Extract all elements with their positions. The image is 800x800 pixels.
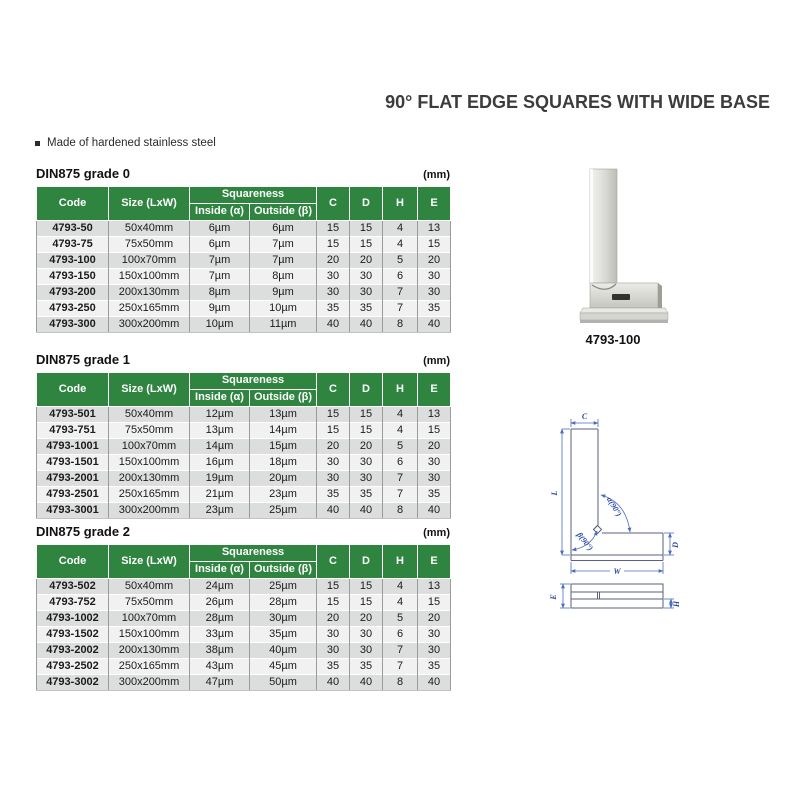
col-header-d: D	[350, 373, 383, 407]
cell-squareness-inside: 13µm	[190, 423, 250, 439]
cell-size: 300x200mm	[109, 317, 190, 333]
table-row	[37, 627, 451, 643]
cell-c: 40	[317, 317, 350, 333]
col-header-squareness: Squareness	[190, 187, 317, 204]
cell-squareness-outside: 20µm	[250, 471, 317, 487]
cell-d: 15	[350, 221, 383, 237]
dim-label-c: C	[581, 412, 588, 421]
col-header-squareness: Squareness	[190, 373, 317, 390]
cell-size: 100x70mm	[109, 439, 190, 455]
cell-size: 200x130mm	[109, 643, 190, 659]
cell-e: 15	[418, 423, 451, 439]
cell-h: 6	[383, 455, 418, 471]
table-row	[37, 643, 451, 659]
cell-size: 100x70mm	[109, 611, 190, 627]
cell-h: 4	[383, 237, 418, 253]
table-row	[37, 595, 451, 611]
table-row	[37, 675, 451, 691]
col-header-e: E	[418, 187, 451, 221]
cell-code: 4793-75	[37, 237, 109, 253]
angle-label-alpha: α(90°)	[604, 495, 624, 518]
col-header-inside: Inside (α)	[190, 390, 250, 407]
cell-h: 7	[383, 643, 418, 659]
cell-c: 30	[317, 471, 350, 487]
cell-e: 20	[418, 439, 451, 455]
cell-squareness-inside: 9µm	[190, 301, 250, 317]
cell-size: 250x165mm	[109, 301, 190, 317]
cell-d: 30	[350, 285, 383, 301]
cell-size: 150x100mm	[109, 455, 190, 471]
section-heading: DIN875 grade 0	[36, 166, 130, 181]
cell-squareness-outside: 40µm	[250, 643, 317, 659]
spec-table-grade-2	[36, 544, 451, 691]
cell-squareness-inside: 6µm	[190, 221, 250, 237]
cell-d: 40	[350, 503, 383, 519]
dim-label-d: D	[671, 542, 680, 548]
cell-e: 15	[418, 595, 451, 611]
unit-label: (mm)	[423, 527, 450, 539]
cell-h: 5	[383, 439, 418, 455]
table-row	[37, 455, 451, 471]
cell-squareness-outside: 9µm	[250, 285, 317, 301]
cell-size: 200x130mm	[109, 471, 190, 487]
cell-h: 7	[383, 471, 418, 487]
cell-squareness-outside: 28µm	[250, 595, 317, 611]
col-header-d: D	[350, 545, 383, 579]
cell-c: 35	[317, 659, 350, 675]
cell-h: 5	[383, 253, 418, 269]
dim-label-h: H	[672, 600, 681, 608]
square-blade	[590, 169, 617, 283]
cell-e: 15	[418, 237, 451, 253]
cell-size: 150x100mm	[109, 269, 190, 285]
cell-squareness-outside: 13µm	[250, 407, 317, 423]
table-row	[37, 579, 451, 595]
base-top-face	[580, 308, 668, 313]
col-header-h: H	[383, 373, 418, 407]
spec-table-grade-0	[36, 186, 451, 333]
cell-squareness-inside: 38µm	[190, 643, 250, 659]
col-header-code: Code	[37, 187, 109, 221]
cell-code: 4793-2002	[37, 643, 109, 659]
cell-e: 40	[418, 675, 451, 691]
table-row	[37, 317, 451, 333]
cell-squareness-outside: 15µm	[250, 439, 317, 455]
blade-highlight	[590, 169, 593, 283]
cell-c: 30	[317, 643, 350, 659]
cell-e: 30	[418, 285, 451, 301]
col-header-size: Size (LxW)	[109, 545, 190, 579]
table-row	[37, 487, 451, 503]
cell-e: 20	[418, 253, 451, 269]
base-front-face	[580, 313, 668, 320]
cell-e: 35	[418, 487, 451, 503]
cell-squareness-outside: 50µm	[250, 675, 317, 691]
cell-c: 30	[317, 627, 350, 643]
cell-code: 4793-100	[37, 253, 109, 269]
cell-e: 30	[418, 455, 451, 471]
cell-d: 15	[350, 595, 383, 611]
cell-d: 30	[350, 455, 383, 471]
page-title: 90° FLAT EDGE SQUARES WITH WIDE BASE	[385, 92, 770, 112]
cell-e: 30	[418, 471, 451, 487]
cell-h: 7	[383, 659, 418, 675]
section-din875-grade-2	[36, 524, 450, 691]
dimension-drawing	[548, 408, 698, 620]
cell-squareness-inside: 23µm	[190, 503, 250, 519]
cell-size: 200x130mm	[109, 285, 190, 301]
product-photo	[556, 163, 671, 323]
cell-h: 6	[383, 269, 418, 285]
section-head	[36, 352, 450, 367]
cell-d: 35	[350, 659, 383, 675]
col-header-code: Code	[37, 545, 109, 579]
table-row	[37, 471, 451, 487]
cell-size: 250x165mm	[109, 487, 190, 503]
col-header-outside: Outside (β)	[250, 562, 317, 579]
base-bottom-lip	[580, 320, 668, 323]
col-header-c: C	[317, 373, 350, 407]
col-header-size: Size (LxW)	[109, 373, 190, 407]
table-row	[37, 659, 451, 675]
cell-size: 50x40mm	[109, 221, 190, 237]
cell-size: 300x200mm	[109, 503, 190, 519]
cell-code: 4793-200	[37, 285, 109, 301]
cell-c: 15	[317, 579, 350, 595]
dim-label-l: L	[550, 490, 559, 496]
cell-code: 4793-751	[37, 423, 109, 439]
cell-size: 250x165mm	[109, 659, 190, 675]
dim-label-w: W	[613, 567, 621, 576]
cell-d: 30	[350, 643, 383, 659]
cell-c: 30	[317, 285, 350, 301]
col-header-inside: Inside (α)	[190, 204, 250, 221]
cell-code: 4793-501	[37, 407, 109, 423]
table-row	[37, 611, 451, 627]
cell-d: 15	[350, 423, 383, 439]
cell-size: 50x40mm	[109, 407, 190, 423]
cell-size: 75x50mm	[109, 595, 190, 611]
cell-size: 75x50mm	[109, 423, 190, 439]
cell-d: 20	[350, 611, 383, 627]
cell-d: 20	[350, 253, 383, 269]
table-row	[37, 221, 451, 237]
unit-label: (mm)	[423, 355, 450, 367]
product-caption: 4793-100	[585, 332, 641, 347]
cell-squareness-inside: 14µm	[190, 439, 250, 455]
cell-c: 15	[317, 221, 350, 237]
cell-size: 300x200mm	[109, 675, 190, 691]
cell-d: 20	[350, 439, 383, 455]
cell-e: 35	[418, 659, 451, 675]
col-header-e: E	[418, 545, 451, 579]
cell-squareness-outside: 30µm	[250, 611, 317, 627]
cell-h: 8	[383, 503, 418, 519]
cell-squareness-outside: 25µm	[250, 579, 317, 595]
cell-e: 40	[418, 503, 451, 519]
cell-d: 30	[350, 471, 383, 487]
cell-c: 20	[317, 439, 350, 455]
cell-h: 4	[383, 595, 418, 611]
cell-squareness-inside: 28µm	[190, 611, 250, 627]
col-header-code: Code	[37, 373, 109, 407]
cell-code: 4793-50	[37, 221, 109, 237]
table-row	[37, 301, 451, 317]
cell-e: 13	[418, 221, 451, 237]
cell-size: 50x40mm	[109, 579, 190, 595]
cell-code: 4793-1501	[37, 455, 109, 471]
col-header-inside: Inside (α)	[190, 562, 250, 579]
cell-e: 30	[418, 269, 451, 285]
cell-h: 7	[383, 487, 418, 503]
col-header-c: C	[317, 545, 350, 579]
cell-code: 4793-2001	[37, 471, 109, 487]
col-header-h: H	[383, 545, 418, 579]
col-header-h: H	[383, 187, 418, 221]
cell-squareness-outside: 18µm	[250, 455, 317, 471]
cell-h: 4	[383, 579, 418, 595]
cell-squareness-outside: 23µm	[250, 487, 317, 503]
cell-code: 4793-150	[37, 269, 109, 285]
cell-squareness-outside: 14µm	[250, 423, 317, 439]
cell-e: 13	[418, 579, 451, 595]
cell-code: 4793-752	[37, 595, 109, 611]
cell-squareness-outside: 8µm	[250, 269, 317, 285]
cell-code: 4793-300	[37, 317, 109, 333]
section-din875-grade-1	[36, 352, 450, 519]
cell-squareness-inside: 24µm	[190, 579, 250, 595]
col-header-outside: Outside (β)	[250, 390, 317, 407]
cell-code: 4793-3001	[37, 503, 109, 519]
cell-h: 7	[383, 285, 418, 301]
col-header-d: D	[350, 187, 383, 221]
bullet-square-icon	[35, 141, 40, 146]
cell-c: 40	[317, 503, 350, 519]
dim-label-e: E	[549, 594, 558, 600]
cell-size: 100x70mm	[109, 253, 190, 269]
cell-code: 4793-502	[37, 579, 109, 595]
cell-d: 35	[350, 301, 383, 317]
col-header-e: E	[418, 373, 451, 407]
spec-table-grade-1	[36, 372, 451, 519]
cell-d: 30	[350, 269, 383, 285]
section-heading: DIN875 grade 1	[36, 352, 130, 367]
cell-code: 4793-1002	[37, 611, 109, 627]
cell-d: 15	[350, 407, 383, 423]
table-row	[37, 269, 451, 285]
cell-h: 6	[383, 627, 418, 643]
cell-code: 4793-1502	[37, 627, 109, 643]
col-header-c: C	[317, 187, 350, 221]
cell-squareness-inside: 8µm	[190, 285, 250, 301]
cell-squareness-outside: 45µm	[250, 659, 317, 675]
cell-squareness-outside: 7µm	[250, 253, 317, 269]
col-header-outside: Outside (β)	[250, 204, 317, 221]
cell-squareness-inside: 21µm	[190, 487, 250, 503]
cell-c: 15	[317, 407, 350, 423]
cell-c: 15	[317, 237, 350, 253]
feature-text: Made of hardened stainless steel	[47, 137, 216, 149]
cell-c: 30	[317, 455, 350, 471]
cell-h: 7	[383, 301, 418, 317]
cell-squareness-inside: 26µm	[190, 595, 250, 611]
cell-d: 15	[350, 237, 383, 253]
cell-e: 40	[418, 317, 451, 333]
cell-e: 20	[418, 611, 451, 627]
cell-c: 30	[317, 269, 350, 285]
cell-c: 15	[317, 595, 350, 611]
table-row	[37, 407, 451, 423]
cell-code: 4793-2501	[37, 487, 109, 503]
cell-e: 35	[418, 301, 451, 317]
cell-squareness-outside: 10µm	[250, 301, 317, 317]
cell-code: 4793-1001	[37, 439, 109, 455]
table-row	[37, 503, 451, 519]
section-heading: DIN875 grade 2	[36, 524, 130, 539]
cell-squareness-inside: 6µm	[190, 237, 250, 253]
section-head	[36, 166, 450, 181]
cell-e: 13	[418, 407, 451, 423]
table-row	[37, 237, 451, 253]
cell-squareness-outside: 7µm	[250, 237, 317, 253]
cell-squareness-outside: 25µm	[250, 503, 317, 519]
cell-c: 35	[317, 301, 350, 317]
cell-squareness-inside: 47µm	[190, 675, 250, 691]
cell-e: 30	[418, 627, 451, 643]
cell-squareness-inside: 7µm	[190, 269, 250, 285]
table-row	[37, 423, 451, 439]
cell-h: 4	[383, 423, 418, 439]
cell-h: 5	[383, 611, 418, 627]
cell-size: 150x100mm	[109, 627, 190, 643]
cell-d: 35	[350, 487, 383, 503]
section-head	[36, 524, 450, 539]
cell-squareness-inside: 16µm	[190, 455, 250, 471]
cell-c: 20	[317, 253, 350, 269]
brand-logo-badge	[612, 294, 630, 300]
cell-h: 4	[383, 221, 418, 237]
cell-squareness-inside: 7µm	[190, 253, 250, 269]
beam-end-face	[658, 283, 662, 308]
cell-code: 4793-250	[37, 301, 109, 317]
cell-d: 40	[350, 675, 383, 691]
cell-c: 20	[317, 611, 350, 627]
unit-label: (mm)	[423, 169, 450, 181]
cell-squareness-inside: 19µm	[190, 471, 250, 487]
cell-squareness-inside: 33µm	[190, 627, 250, 643]
cell-d: 40	[350, 317, 383, 333]
cell-h: 8	[383, 317, 418, 333]
cell-squareness-outside: 35µm	[250, 627, 317, 643]
cell-squareness-inside: 43µm	[190, 659, 250, 675]
corner-relief-notch	[594, 526, 602, 534]
cell-squareness-outside: 6µm	[250, 221, 317, 237]
table-row	[37, 253, 451, 269]
cell-c: 40	[317, 675, 350, 691]
cell-size: 75x50mm	[109, 237, 190, 253]
col-header-size: Size (LxW)	[109, 187, 190, 221]
section-din875-grade-0	[36, 166, 450, 333]
bottom-view-outline	[571, 584, 663, 608]
table-row	[37, 439, 451, 455]
cell-squareness-inside: 10µm	[190, 317, 250, 333]
cell-h: 4	[383, 407, 418, 423]
cell-squareness-outside: 11µm	[250, 317, 317, 333]
cell-c: 15	[317, 423, 350, 439]
cell-h: 8	[383, 675, 418, 691]
cell-c: 35	[317, 487, 350, 503]
technical-diagram	[548, 408, 698, 620]
cell-e: 30	[418, 643, 451, 659]
flat-edge-square-photo	[556, 163, 671, 323]
cell-d: 15	[350, 579, 383, 595]
feature-bullet-line	[35, 137, 216, 149]
angle-label-beta: β(90°)	[575, 530, 595, 553]
cell-code: 4793-3002	[37, 675, 109, 691]
table-row	[37, 285, 451, 301]
col-header-squareness: Squareness	[190, 545, 317, 562]
cell-d: 30	[350, 627, 383, 643]
cell-squareness-inside: 12µm	[190, 407, 250, 423]
cell-code: 4793-2502	[37, 659, 109, 675]
